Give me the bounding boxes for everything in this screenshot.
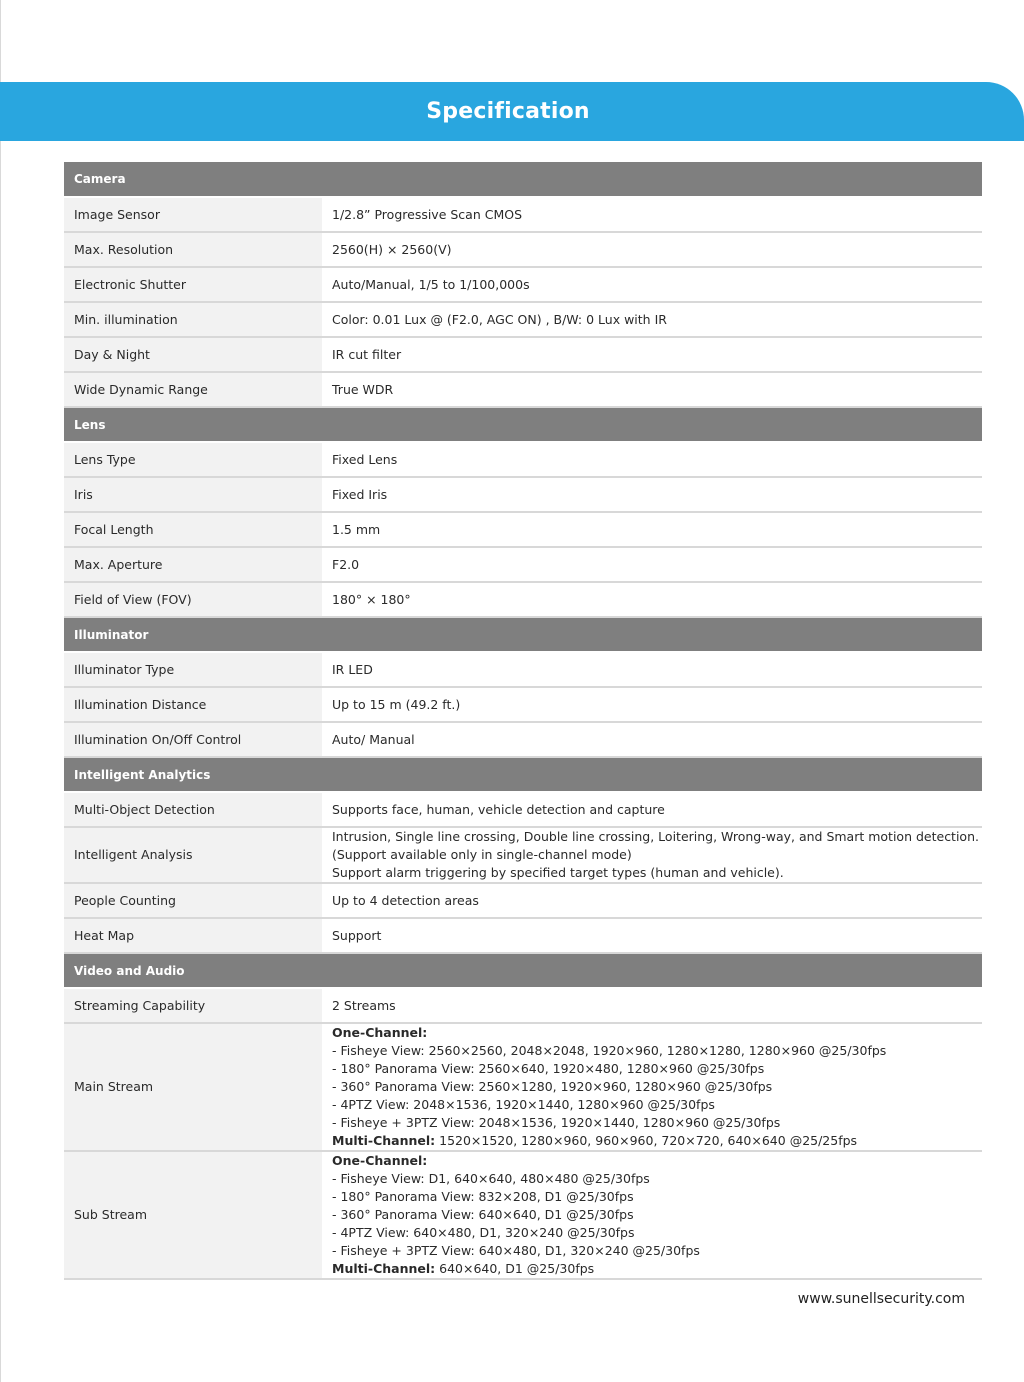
section-title: Intelligent Analytics: [64, 757, 982, 792]
spec-label: Image Sensor: [64, 197, 322, 232]
title-banner: [0, 82, 1024, 141]
spec-row: [64, 477, 982, 512]
section-title: Camera: [64, 162, 982, 197]
spec-label: Sub Stream: [64, 1151, 322, 1279]
spec-table: [64, 162, 982, 1280]
spec-value: Auto/Manual, 1/5 to 1/100,000s: [322, 267, 982, 302]
spec-value: IR cut filter: [322, 337, 982, 372]
spec-label: Field of View (FOV): [64, 582, 322, 617]
spec-value: 1.5 mm: [322, 512, 982, 547]
section-header-video-audio: [64, 953, 982, 988]
value-line: - 360° Panorama View: 2560×1280, 1920×960, 1280×960 @25/30fps: [332, 1079, 773, 1094]
section-title: Illuminator: [64, 617, 982, 652]
spec-value: 180° × 180°: [322, 582, 982, 617]
value-line: Support alarm triggering by specified target types (human and vehicle).: [332, 865, 784, 880]
spec-value: True WDR: [322, 372, 982, 407]
multi-channel-heading: Multi-Channel:: [332, 1261, 436, 1276]
spec-row: [64, 232, 982, 267]
spec-label: Max. Resolution: [64, 232, 322, 267]
spec-value: 2 Streams: [322, 988, 982, 1023]
section-header-camera: [64, 162, 982, 197]
spec-value: Supports face, human, vehicle detection and capture: [322, 792, 982, 827]
spec-label: People Counting: [64, 883, 322, 918]
spec-label: Multi-Object Detection: [64, 792, 322, 827]
spec-row: [64, 918, 982, 953]
spec-row: [64, 197, 982, 232]
spec-value: Fixed Lens: [322, 442, 982, 477]
spec-row: [64, 988, 982, 1023]
spec-value: F2.0: [322, 547, 982, 582]
spec-value: Auto/ Manual: [322, 722, 982, 757]
spec-row: [64, 883, 982, 918]
spec-label: Main Stream: [64, 1023, 322, 1151]
spec-value: IR LED: [322, 652, 982, 687]
spec-label: Focal Length: [64, 512, 322, 547]
page-title: Specification: [426, 99, 590, 124]
spec-label: Min. illumination: [64, 302, 322, 337]
section-title: Video and Audio: [64, 953, 982, 988]
section-title: Lens: [64, 407, 982, 442]
value-line: (Support available only in single-channel mode): [332, 847, 632, 862]
footer-website-link[interactable]: www.sunellsecurity.com: [797, 1291, 965, 1307]
spec-row: [64, 722, 982, 757]
spec-label: Illumination Distance: [64, 687, 322, 722]
spec-label: Streaming Capability: [64, 988, 322, 1023]
spec-label: Illumination On/Off Control: [64, 722, 322, 757]
spec-label: Wide Dynamic Range: [64, 372, 322, 407]
multi-channel-value: 1520×1520, 1280×960, 960×960, 720×720, 640×640 @25/25fps: [435, 1133, 858, 1148]
spec-value: Up to 15 m (49.2 ft.): [322, 687, 982, 722]
value-line: - 180° Panorama View: 832×208, D1 @25/30fps: [332, 1189, 634, 1204]
spec-label: Max. Aperture: [64, 547, 322, 582]
spec-row: [64, 337, 982, 372]
spec-row: [64, 1023, 982, 1151]
spec-label: Electronic Shutter: [64, 267, 322, 302]
spec-value: Fixed Iris: [322, 477, 982, 512]
spec-row: [64, 687, 982, 722]
spec-row: [64, 652, 982, 687]
spec-label: Illuminator Type: [64, 652, 322, 687]
value-line: - 180° Panorama View: 2560×640, 1920×480, 1280×960 @25/30fps: [332, 1061, 765, 1076]
spec-label: Heat Map: [64, 918, 322, 953]
spec-row: [64, 442, 982, 477]
page-left-border: [0, 0, 1, 1382]
one-channel-heading: One-Channel:: [332, 1025, 428, 1040]
spec-value: Up to 4 detection areas: [322, 883, 982, 918]
spec-row: [64, 547, 982, 582]
multi-channel-value: 640×640, D1 @25/30fps: [435, 1261, 595, 1276]
spec-row: [64, 827, 982, 883]
multi-channel-heading: Multi-Channel:: [332, 1133, 436, 1148]
value-line: - Fisheye View: 2560×2560, 2048×2048, 1920×960, 1280×1280, 1280×960 @25/30fps: [332, 1043, 887, 1058]
value-line: - 4PTZ View: 2048×1536, 1920×1440, 1280×960 @25/30fps: [332, 1097, 715, 1112]
spec-row: [64, 582, 982, 617]
value-line: Intrusion, Single line crossing, Double line crossing, Loitering, Wrong-way, and Smart motion detection.: [332, 829, 979, 844]
section-header-intelligent-analytics: [64, 757, 982, 792]
section-header-illuminator: [64, 617, 982, 652]
value-line: - 4PTZ View: 640×480, D1, 320×240 @25/30fps: [332, 1225, 635, 1240]
spec-row: [64, 302, 982, 337]
value-line: - Fisheye + 3PTZ View: 640×480, D1, 320×240 @25/30fps: [332, 1243, 700, 1258]
spec-label: Lens Type: [64, 442, 322, 477]
one-channel-heading: One-Channel:: [332, 1153, 428, 1168]
value-line: - Fisheye View: D1, 640×640, 480×480 @25/30fps: [332, 1171, 650, 1186]
spec-value: 1/2.8” Progressive Scan CMOS: [322, 197, 982, 232]
spec-value: Color: 0.01 Lux @ (F2.0, AGC ON) , B/W: 0 Lux with IR: [322, 302, 982, 337]
spec-row: [64, 512, 982, 547]
spec-label: Iris: [64, 477, 322, 512]
value-line: - Fisheye + 3PTZ View: 2048×1536, 1920×1440, 1280×960 @25/30fps: [332, 1115, 781, 1130]
spec-row: [64, 792, 982, 827]
spec-row: [64, 267, 982, 302]
spec-value: [322, 1023, 982, 1151]
spec-value: Support: [322, 918, 982, 953]
spec-row: [64, 1151, 982, 1279]
section-header-lens: [64, 407, 982, 442]
spec-value: [322, 1151, 982, 1279]
value-line: - 360° Panorama View: 640×640, D1 @25/30fps: [332, 1207, 634, 1222]
spec-value: [322, 827, 982, 883]
multi-channel-line: [332, 1260, 972, 1278]
spec-label: Day & Night: [64, 337, 322, 372]
spec-value: 2560(H) × 2560(V): [322, 232, 982, 267]
spec-row: [64, 372, 982, 407]
spec-label: Intelligent Analysis: [64, 827, 322, 883]
multi-channel-line: [332, 1132, 972, 1150]
